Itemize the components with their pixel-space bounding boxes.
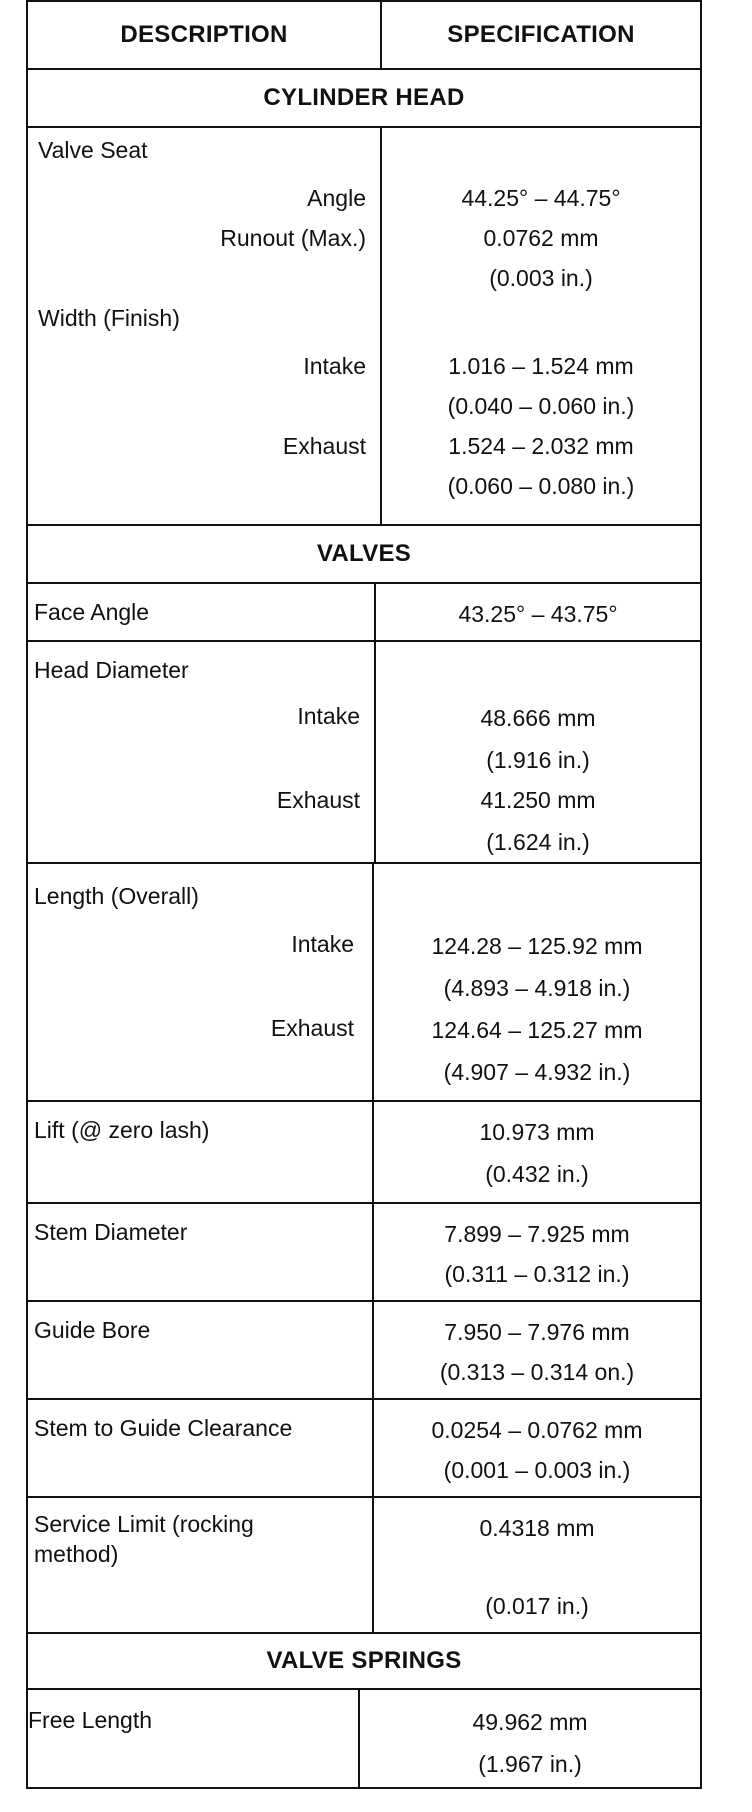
section-valve-springs	[28, 1634, 700, 1690]
row-free-length	[28, 1690, 700, 1787]
label-exhaust: Exhaust	[282, 433, 366, 459]
value-lift-in: (0.432 in.)	[485, 1161, 589, 1187]
row-stem-guide-clearance	[28, 1400, 700, 1498]
value-len-exhaust-in: (4.907 – 4.932 in.)	[443, 1059, 631, 1085]
label-guide-bore: Guide Bore	[34, 1317, 151, 1343]
value-exhaust-in: (0.060 – 0.080 in.)	[447, 473, 635, 499]
value-hd-intake-in: (1.916 in.)	[486, 747, 590, 773]
label-width: Width (Finish)	[38, 305, 180, 331]
label-head-diameter: Head Diameter	[34, 657, 189, 683]
section-title: VALVES	[316, 540, 412, 567]
row-head-diameter	[28, 642, 700, 864]
label-intake: Intake	[303, 353, 366, 379]
value-runout: 0.0762 mm	[483, 225, 599, 251]
value-clearance: 0.0254 – 0.0762 mm	[431, 1417, 643, 1443]
value-free-length-in: (1.967 in.)	[478, 1751, 582, 1777]
value-exhaust: 1.524 – 2.032 mm	[448, 433, 634, 459]
label-hd-exhaust: Exhaust	[276, 787, 360, 813]
row-valve-seat	[28, 128, 700, 526]
header-description: DESCRIPTION	[120, 21, 288, 48]
value-free-length: 49.962 mm	[472, 1709, 588, 1735]
value-stem-diameter-in: (0.311 – 0.312 in.)	[444, 1261, 630, 1287]
value-guide-bore-in: (0.313 – 0.314 on.)	[439, 1359, 635, 1385]
table-header-row	[28, 0, 700, 70]
value-intake: 1.016 – 1.524 mm	[448, 353, 634, 379]
row-stem-diameter	[28, 1204, 700, 1302]
section-title: CYLINDER HEAD	[263, 84, 465, 111]
value-angle: 44.25° – 44.75°	[461, 185, 621, 211]
label-stem-diameter: Stem Diameter	[34, 1219, 188, 1245]
value-service-limit-in: (0.017 in.)	[485, 1593, 589, 1619]
value-len-intake-in: (4.893 – 4.918 in.)	[443, 975, 631, 1001]
value-guide-bore: 7.950 – 7.976 mm	[444, 1319, 630, 1345]
value-len-exhaust: 124.64 – 125.27 mm	[431, 1017, 643, 1043]
value-hd-exhaust-in: (1.624 in.)	[486, 829, 590, 855]
section-title: VALVE SPRINGS	[266, 1647, 462, 1674]
value-clearance-in: (0.001 – 0.003 in.)	[443, 1457, 631, 1483]
label-angle: Angle	[307, 185, 366, 211]
label-clearance: Stem to Guide Clearance	[34, 1415, 293, 1441]
row-face-angle	[28, 584, 700, 642]
row-service-limit	[28, 1498, 700, 1634]
value-hd-intake: 48.666 mm	[480, 705, 596, 731]
header-specification: SPECIFICATION	[447, 21, 635, 48]
label-service-limit-line2: method)	[34, 1541, 119, 1567]
label-length: Length (Overall)	[34, 883, 199, 909]
row-guide-bore	[28, 1302, 700, 1400]
value-len-intake: 124.28 – 125.92 mm	[431, 933, 643, 959]
value-stem-diameter: 7.899 – 7.925 mm	[444, 1221, 630, 1247]
label-runout: Runout (Max.)	[220, 225, 366, 251]
spec-table	[26, 0, 702, 1789]
label-service-limit-line1: Service Limit (rocking	[34, 1511, 254, 1537]
value-intake-in: (0.040 – 0.060 in.)	[447, 393, 635, 419]
label-face-angle: Face Angle	[34, 599, 150, 625]
value-lift: 10.973 mm	[479, 1119, 595, 1145]
value-service-limit: 0.4318 mm	[479, 1515, 595, 1541]
label-valve-seat: Valve Seat	[38, 137, 148, 163]
label-lift: Lift (@ zero lash)	[34, 1117, 210, 1143]
section-valves	[28, 526, 700, 584]
value-face-angle: 43.25° – 43.75°	[458, 601, 618, 627]
label-len-intake: Intake	[291, 931, 354, 957]
value-runout-in: (0.003 in.)	[489, 265, 593, 291]
row-length	[28, 864, 700, 1102]
label-free-length: Free Length	[28, 1707, 153, 1733]
label-hd-intake: Intake	[297, 703, 360, 729]
label-len-exhaust: Exhaust	[270, 1015, 354, 1041]
value-hd-exhaust: 41.250 mm	[480, 787, 596, 813]
section-cylinder-head	[28, 70, 700, 128]
row-lift	[28, 1102, 700, 1204]
